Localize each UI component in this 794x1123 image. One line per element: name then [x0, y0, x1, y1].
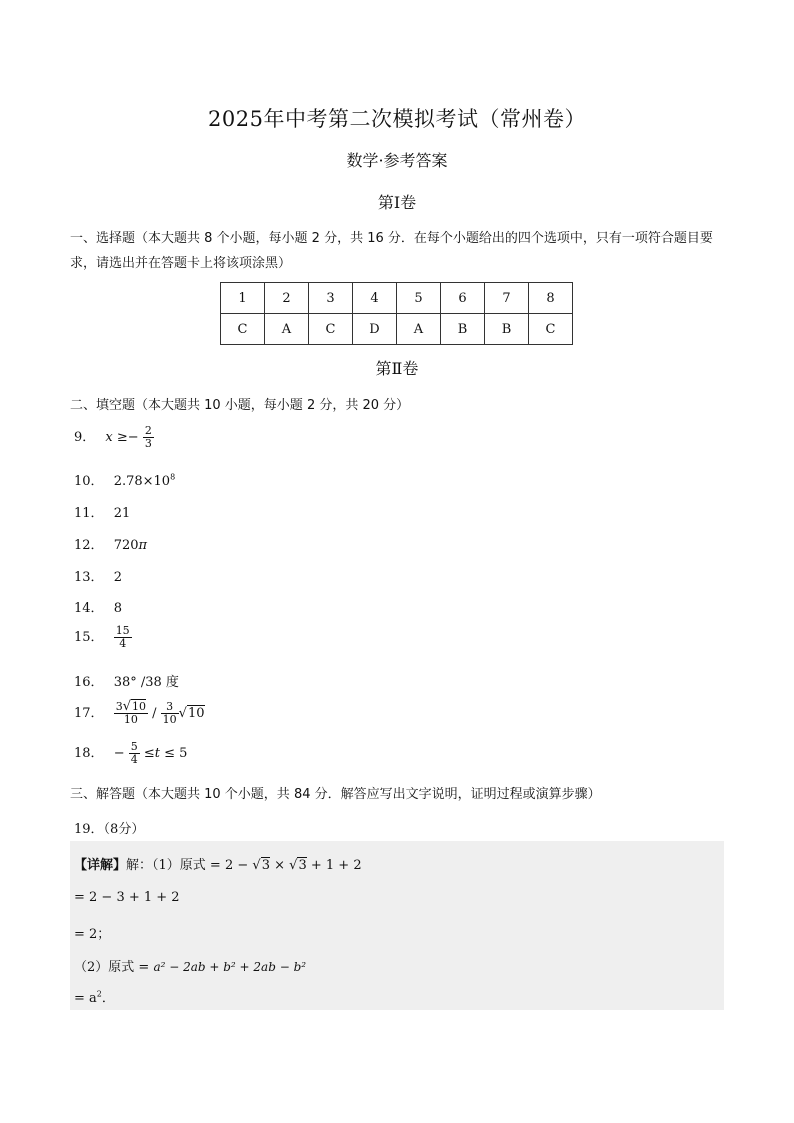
answer-row [221, 314, 573, 345]
question-number: 16． [74, 675, 104, 690]
question-number: 15． [74, 630, 104, 645]
table-cell: 3 [309, 283, 353, 314]
question-19-label: 19．（8分） [74, 822, 145, 837]
solution-line-3: = 2； [74, 927, 111, 942]
solution-expression: a² − 2ab + b² + 2ab − b² [153, 960, 307, 974]
fraction [143, 425, 154, 450]
table-cell: 7 [485, 283, 529, 314]
solution-line-2: = 2 − 3 + 1 + 2 [74, 890, 180, 905]
answer-value: 21 [113, 506, 131, 521]
question-number-row [221, 283, 573, 314]
sqrt-icon: √ [252, 858, 261, 873]
fraction [161, 701, 179, 726]
exponent: 2 [96, 989, 102, 999]
answer-value: 2.78×10 [113, 474, 171, 489]
solution-text: （2）原式 = [74, 960, 150, 975]
solution-line-1 [74, 854, 362, 873]
table-cell: C [309, 314, 353, 345]
choice-answer-table [220, 282, 573, 345]
pi-symbol: π [138, 538, 148, 553]
answer-value: 720 [113, 538, 139, 553]
table-cell: 2 [265, 283, 309, 314]
table-cell: D [353, 314, 397, 345]
page-title: 2025年中考第二次模拟考试（常州卷） [208, 107, 586, 131]
solution-text: + 1 + 2 [310, 858, 362, 873]
numerator: 2 [144, 424, 152, 437]
page-subtitle: 数学·参考答案 [346, 151, 448, 170]
radicand: 10 [131, 700, 146, 713]
denominator: 10 [123, 713, 138, 726]
answer-q17 [74, 701, 205, 726]
solution-label: 【详解】 [74, 858, 127, 873]
question-number: 13． [74, 570, 104, 585]
radicand: 3 [298, 858, 307, 873]
fraction [114, 625, 132, 650]
section-one-heading: 一、选择题（本大题共 8 个小题，每小题 2 分，共 16 分．在每个小题给出的四个选项中，只有一项符合题目要求，请选出并在答题卡上将该项涂黑） [70, 231, 713, 271]
question-number: 11． [74, 506, 104, 521]
table-cell: A [265, 314, 309, 345]
section-three-heading: 三、解答题（本大题共 10 个小题，共 84 分．解答应写出文字说明，证明过程或演算步骤） [70, 787, 601, 802]
answer-q9 [74, 425, 154, 450]
answer-q16 [74, 671, 179, 690]
denominator: 4 [119, 637, 127, 650]
table-cell: B [441, 314, 485, 345]
inequality-sign: ≤ [143, 746, 155, 761]
numerator: 15 [115, 624, 130, 637]
radicand: 10 [187, 706, 205, 721]
answer-q14 [74, 597, 122, 616]
solution-text: 解：（1）原式 = 2 − [126, 858, 249, 873]
answer-q11 [74, 502, 130, 521]
volume-two-heading: 第Ⅱ卷 [375, 359, 419, 378]
fraction [114, 701, 148, 726]
minus-sign: − [113, 746, 125, 761]
sqrt-icon: √ [122, 699, 131, 714]
solution-line-4 [74, 956, 306, 975]
table-cell: 6 [441, 283, 485, 314]
table-cell: 1 [221, 283, 265, 314]
denominator: 4 [130, 753, 138, 766]
coefficient: 3 [115, 700, 123, 713]
table-cell: C [221, 314, 265, 345]
solution-text: = a [74, 991, 97, 1006]
exponent: 8 [170, 472, 176, 482]
question-number: 17． [74, 706, 104, 721]
volume-one-heading: 第Ⅰ卷 [377, 193, 417, 212]
answer-q18 [74, 741, 187, 766]
denominator: 10 [162, 713, 177, 726]
table-cell: C [529, 314, 573, 345]
question-number: 9． [74, 430, 96, 445]
table-cell: B [485, 314, 529, 345]
table-cell: 8 [529, 283, 573, 314]
table-cell: A [397, 314, 441, 345]
radicand: 3 [261, 858, 270, 873]
table-cell: 5 [397, 283, 441, 314]
answer-value: 2 [113, 570, 122, 585]
table-cell: 4 [353, 283, 397, 314]
solution-line-5 [74, 987, 115, 1006]
numerator: 3 [161, 701, 179, 714]
numerator: 5 [130, 740, 138, 753]
answer-value: 38° /38 度 [113, 675, 179, 690]
sqrt-icon: √ [178, 706, 187, 721]
question-number: 18． [74, 746, 104, 761]
denominator: 3 [144, 437, 152, 450]
answer-value: 8 [113, 601, 122, 616]
separator: / [152, 706, 157, 721]
math-variable: x [105, 430, 113, 445]
fraction [129, 741, 140, 766]
answer-q15 [74, 625, 132, 650]
question-number: 10． [74, 474, 104, 489]
sqrt-icon: √ [289, 858, 298, 873]
answer-q13 [74, 566, 122, 585]
question-number: 14． [74, 601, 104, 616]
times-sign: × [274, 858, 286, 873]
inequality-tail: ≤ 5 [164, 746, 188, 761]
section-two-heading: 二、填空题（本大题共 10 小题，每小题 2 分，共 20 分） [70, 398, 410, 413]
question-number: 12． [74, 538, 104, 553]
answer-q10 [74, 470, 175, 489]
answer-q12 [74, 534, 147, 553]
solution-text: ． [101, 991, 115, 1006]
math-operator: ≥− [116, 430, 139, 445]
math-variable: t [154, 746, 161, 761]
